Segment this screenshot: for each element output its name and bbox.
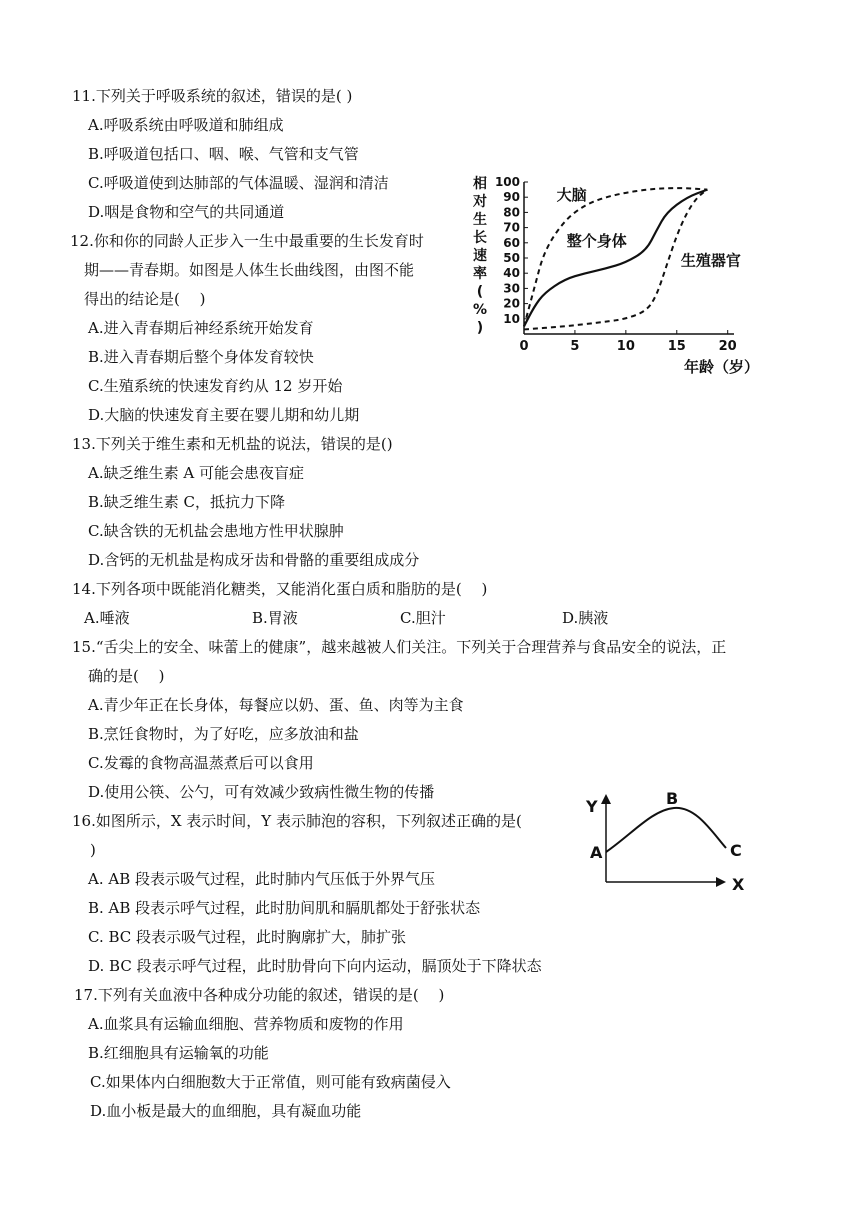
question-12-option-c: C.生殖系统的快速发育约从 12 岁开始	[88, 377, 343, 395]
question-15-option-d: D.使用公筷、公勺，可有效减少致病性微生物的传播	[88, 783, 435, 801]
point-b-label: B	[666, 789, 679, 808]
question-16-option-c: C. BC 段表示吸气过程，此时胸廓扩大，肺扩张	[88, 928, 407, 946]
question-15-option-a: A.青少年正在长身体，每餐应以奶、蛋、鱼、肉等为主食	[88, 696, 464, 714]
question-16-stem-line1: 16.如图所示，X 表示时间，Y 表示肺泡的容积，下列叙述正确的是(	[72, 812, 522, 830]
question-11-stem: 11.下列关于呼吸系统的叙述，错误的是( )	[72, 87, 353, 105]
y-axis-arrow	[601, 794, 611, 804]
question-13-option-b: B.缺乏维生素 C，抵抗力下降	[88, 493, 286, 511]
y-axis-label: Y	[586, 797, 598, 816]
point-a-label: A	[590, 843, 603, 862]
y-tick-label: 30	[503, 281, 520, 296]
question-16-option-b: B. AB 段表示呼气过程，此时肋间肌和膈肌都处于舒张状态	[88, 899, 481, 917]
question-13-stem: 13.下列关于维生素和无机盐的说法，错误的是()	[72, 435, 393, 453]
question-14-stem: 14.下列各项中既能消化糖类，又能消化蛋白质和脂肪的是( )	[72, 580, 488, 598]
series-line-2	[524, 190, 707, 330]
question-13-option-c: C.缺含铁的无机盐会患地方性甲状腺肿	[88, 522, 344, 540]
question-17-option-b: B.红细胞具有运输氧的功能	[88, 1044, 269, 1062]
x-tick-label: 10	[616, 339, 635, 354]
question-13-option-a: A.缺乏维生素 A 可能会患夜盲症	[88, 464, 304, 482]
chart-ylabel-char: %	[472, 302, 488, 318]
series-line-1	[524, 190, 707, 327]
volume-curve	[606, 808, 726, 852]
question-11-option-c: C.呼吸道使到达肺部的气体温暖、湿润和清洁	[88, 174, 389, 192]
question-17-option-d: D.血小板是最大的血细胞，具有凝血功能	[90, 1102, 362, 1120]
y-tick-label: 60	[503, 235, 520, 250]
question-16-option-a: A. AB 段表示吸气过程，此时肺内气压低于外界气压	[88, 870, 435, 888]
question-16-stem-line2: )	[90, 841, 96, 859]
question-17-option-c: C.如果体内白细胞数大于正常值，则可能有致病菌侵入	[90, 1073, 451, 1091]
point-c-label: C	[730, 841, 742, 860]
question-17-stem: 17.下列有关血液中各种成分功能的叙述，错误的是( )	[74, 986, 445, 1004]
question-11-option-b: B.呼吸道包括口、咽、喉、气管和支气管	[88, 145, 359, 163]
y-tick-label: 80	[503, 205, 520, 220]
x-axis-arrow	[716, 877, 726, 887]
question-13-option-d: D.含钙的无机盐是构成牙齿和骨骼的重要组成成分	[88, 551, 420, 569]
question-15-stem-line2: 确的是( )	[88, 667, 165, 685]
series-label-0: 大脑	[556, 186, 587, 205]
question-16-option-d: D. BC 段表示呼气过程，此时肋骨向下向内运动，膈顶处于下降状态	[88, 957, 542, 975]
x-tick-label: 15	[667, 339, 686, 354]
y-tick-label: 40	[503, 266, 520, 281]
question-14-option-d: D.胰液	[562, 609, 609, 627]
chart-ylabel-char: )	[476, 320, 484, 336]
series-label-2: 生殖器官	[680, 251, 741, 270]
y-tick-label: 70	[503, 220, 520, 235]
question-11-option-d: D.咽是食物和空气的共同通道	[88, 203, 285, 221]
x-tick-label: 20	[718, 339, 737, 354]
question-17-option-a: A.血浆具有运输血细胞、营养物质和废物的作用	[88, 1015, 404, 1033]
question-14-option-c: C.胆汁	[400, 609, 446, 627]
y-tick-label: 100	[494, 175, 520, 189]
question-12-stem-line1: 12.你和你的同龄人正步入一生中最重要的生长发育时	[70, 232, 424, 250]
question-15-stem-line1: 15.“舌尖上的安全、味蕾上的健康”，越来越被人们关注。下列关于合理营养与食品安全的说法，正	[72, 638, 727, 656]
chart-ylabel	[472, 175, 487, 336]
x-tick-label: 5	[570, 339, 580, 354]
question-15-option-b: B.烹饪食物时，为了好吃，应多放油和盐	[88, 725, 359, 743]
chart-ylabel-char: 长	[473, 230, 487, 246]
question-14-option-b: B.胃液	[252, 609, 298, 627]
alveolar-volume-chart	[584, 786, 754, 898]
chart-xlabel: 年龄（岁）	[684, 358, 760, 376]
chart-ylabel-char: 对	[473, 194, 487, 210]
x-tick-label: 0	[519, 339, 529, 354]
question-12-stem-line2: 期——青春期。如图是人体生长曲线图，由图不能	[84, 261, 415, 279]
chart-ylabel-char: 生	[473, 212, 487, 228]
question-14-option-a: A.唾液	[84, 609, 130, 627]
question-12-option-b: B.进入青春期后整个身体发育较快	[88, 348, 314, 366]
y-tick-label: 10	[503, 311, 520, 326]
y-tick-label: 50	[503, 251, 520, 265]
question-11-option-a: A.呼吸系统由呼吸道和肺组成	[88, 116, 284, 134]
chart-ylabel-char: (	[476, 284, 484, 300]
chart-ylabel-char: 速	[473, 248, 487, 264]
question-12-stem-line3: 得出的结论是( )	[84, 290, 206, 308]
chart-ylabel-char: 率	[473, 266, 487, 282]
series-line-0	[524, 188, 707, 326]
question-12-option-d: D.大脑的快速发育主要在婴儿期和幼儿期	[88, 406, 360, 424]
y-tick-label: 20	[503, 296, 520, 311]
question-15-option-c: C.发霉的食物高温蒸煮后可以食用	[88, 754, 314, 772]
chart-ylabel-char: 相	[473, 176, 487, 192]
question-12-option-a: A.进入青春期后神经系统开始发育	[88, 319, 314, 337]
y-tick-label: 90	[503, 190, 520, 205]
x-axis-label: X	[732, 875, 745, 894]
growth-curve-chart	[466, 166, 786, 378]
series-label-1: 整个身体	[566, 231, 627, 250]
